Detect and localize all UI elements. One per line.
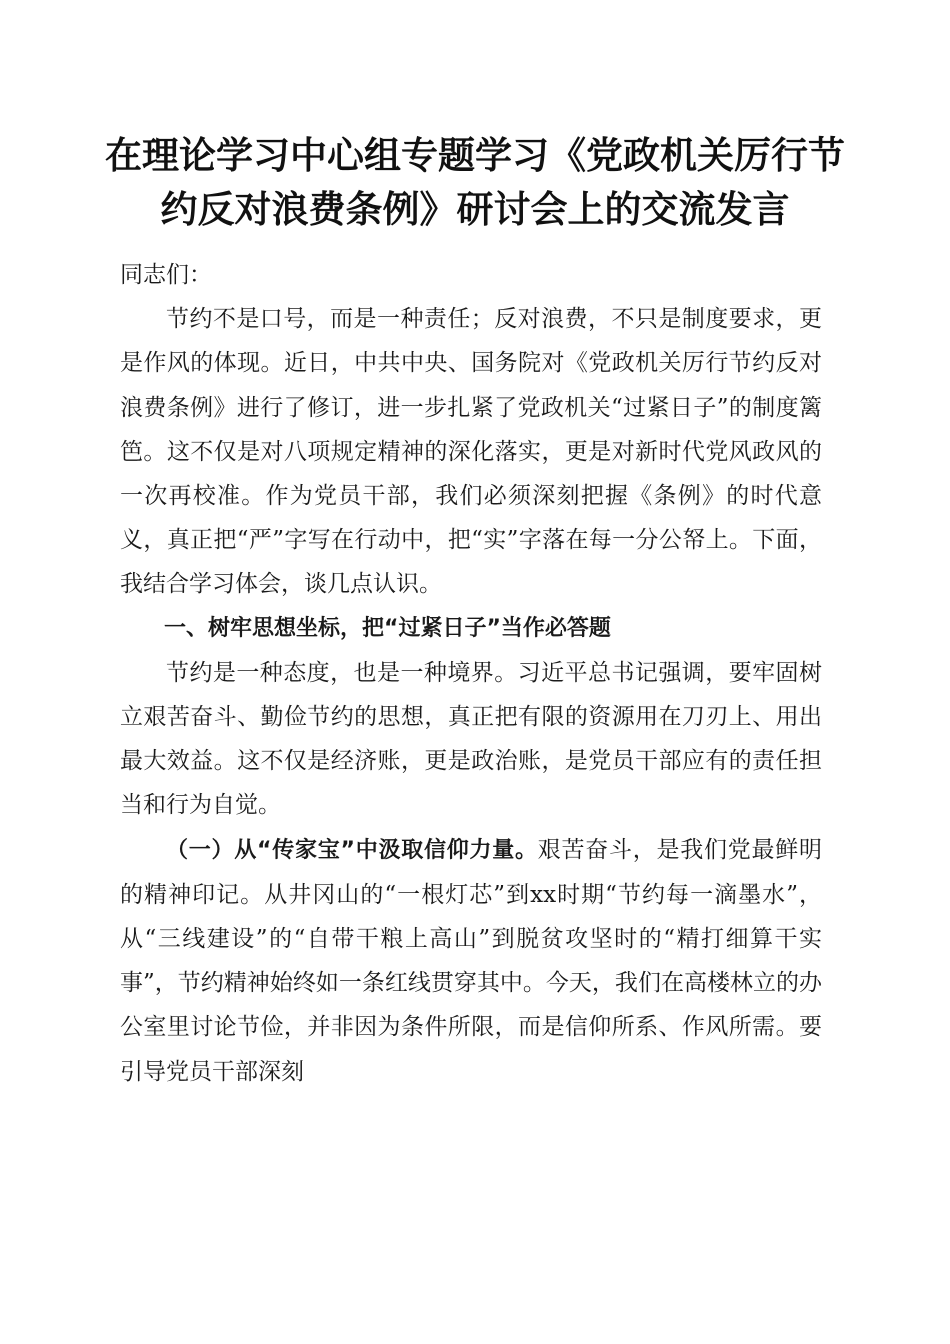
title-line-2: 约反对浪费条例》研讨会上的交流发言 xyxy=(160,187,790,231)
subsection-1-paragraph xyxy=(120,828,822,1094)
title-line-1: 在理论学习中心组专题学习《党政机关厉行节 xyxy=(105,133,845,177)
salutation: 同志们： xyxy=(120,262,212,288)
document-body xyxy=(120,253,822,1094)
document-title xyxy=(100,128,850,236)
section-1-heading: 一、树牢思想坐标，把“过紧日子”当作必答题 xyxy=(164,615,611,641)
subsection-1-text: 艰苦奋斗，是我们党最鲜明的精神印记。从井冈山的“一根灯芯”到xx时期“节约每一滴墨水”，从“三线建设”的“自带干粮上高山”到脱贫攻坚时的“精打细算干实事”，节约精神始终如一条红线贯穿其中。今天，我们在高楼林立的办公室里讨论节俭，并非因为条件所限，而是信仰所系、作风所需。要引导党员干部深刻 xyxy=(120,836,822,1085)
section-1-paragraph: 节约是一种态度，也是一种境界。习近平总书记强调，要牢固树立艰苦奋斗、勤俭节约的思想，真正把有限的资源用在刀刃上、用出最大效益。这不仅是经济账，更是政治账，是党员干部应有的责任担当和行为自觉。 xyxy=(120,659,822,819)
subsection-1-lead: （一）从“传家宝”中汲取信仰力量。 xyxy=(166,837,538,863)
intro-paragraph: 节约不是口号，而是一种责任；反对浪费，不只是制度要求，更是作风的体现。近日，中共中央、国务院对《党政机关厉行节约反对浪费条例》进行了修订，进一步扎紧了党政机关“过紧日子”的制度篱笆。这不仅是对八项规定精神的深化落实，更是对新时代党风政风的一次再校准。作为党员干部，我们必须深刻把握《条例》的时代意义，真正把“严”字写在行动中，把“实”字落在每一分公帑上。下面，我结合学习体会，谈几点认识。 xyxy=(120,306,822,598)
